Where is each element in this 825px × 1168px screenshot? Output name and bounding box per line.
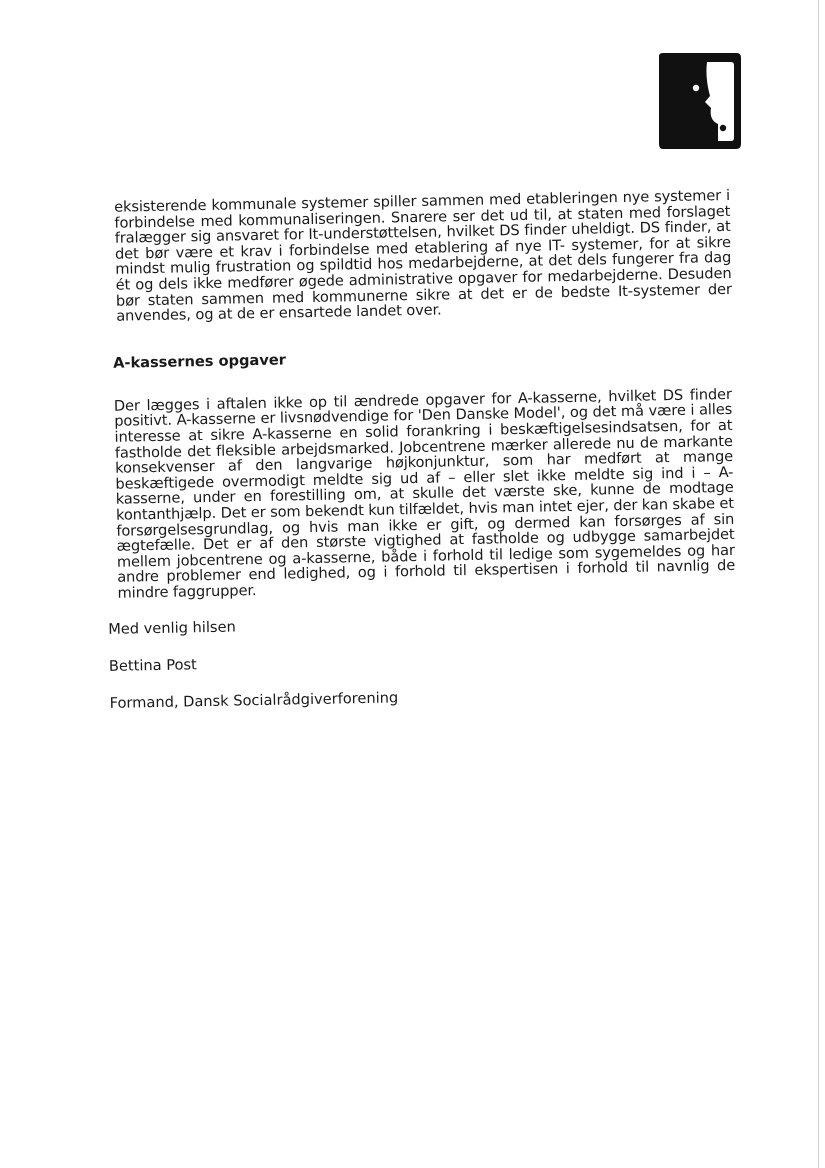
body-paragraph: Der lægges i aftalen ikke op til ændrede opgaver for A-kasserne, hvilket DS finder positivt. A-kasserne er livsnødvendige for 'Den Danske Model', og det må være i alles interesse at sikre A-kasserne en solid forankring i beskæftigelsesindsatsen, for at fastholde det fleksible arbejdsmarked. Jobcentrene mærker allerede nu de markante konsekvenser af den langvarige højkonjunktur, som har medført at mange beskæftigede overmodigt meldte sig ud af – eller slet ikke meldte sig ind i – A-kasserne, under en forestilling om, at skulle det værste ske, kunne de modtage kontanthjælp. Det er som bekendt kun tilfældet, hvis man intet ejer, der kan skabe et forsørgelsesgrundlag, og hvis man ikke er gift, og dermed kan forsørges af sin ægtefælle. Det er af den største vigtighed at fastholde og udbygge samarbejdet mellem jobcentrene og a-kasserne, både i forhold til ledige som sygemeldes og har andre problemer end ledighed, og i forhold til ekspertisen i forhold til navnlig de mindre faggrupper. — [113, 385, 736, 602]
section-heading: A-kassernes opgaver — [112, 351, 287, 372]
signatory-title: Formand, Dansk Socialrådgiverforening — [109, 689, 399, 713]
letter-content — [100, 188, 740, 713]
closing-greeting: Med venlig hilsen — [108, 618, 236, 639]
scan-edge-line — [818, 0, 819, 1168]
body-paragraph: eksisterende kommunale systemer spiller sammen med etableringen nye systemer i forbindelse med kommunaliseringen. Snarere ser det ud til, at staten med forslaget fralægger sig ansvaret for It-understøttelsen, hvilket DS finder uheldigt. DS finder, at det bør være et krav i forbindelse med etablering af nye IT- systemer, for at sikre mindst mulig frustration og spildtid hos medarbejderne, at det dels fungerer fra dag ét og dels ikke medfører øgede administrative opgaver for medarbejderne. Desuden bør staten sammen med kommunerne sikre at det er de bedste It-systemer der anvendes, og at de er ensartede landet over. — [113, 186, 732, 325]
signatory-name: Bettina Post — [108, 656, 197, 676]
ds-logo-icon — [655, 50, 745, 152]
